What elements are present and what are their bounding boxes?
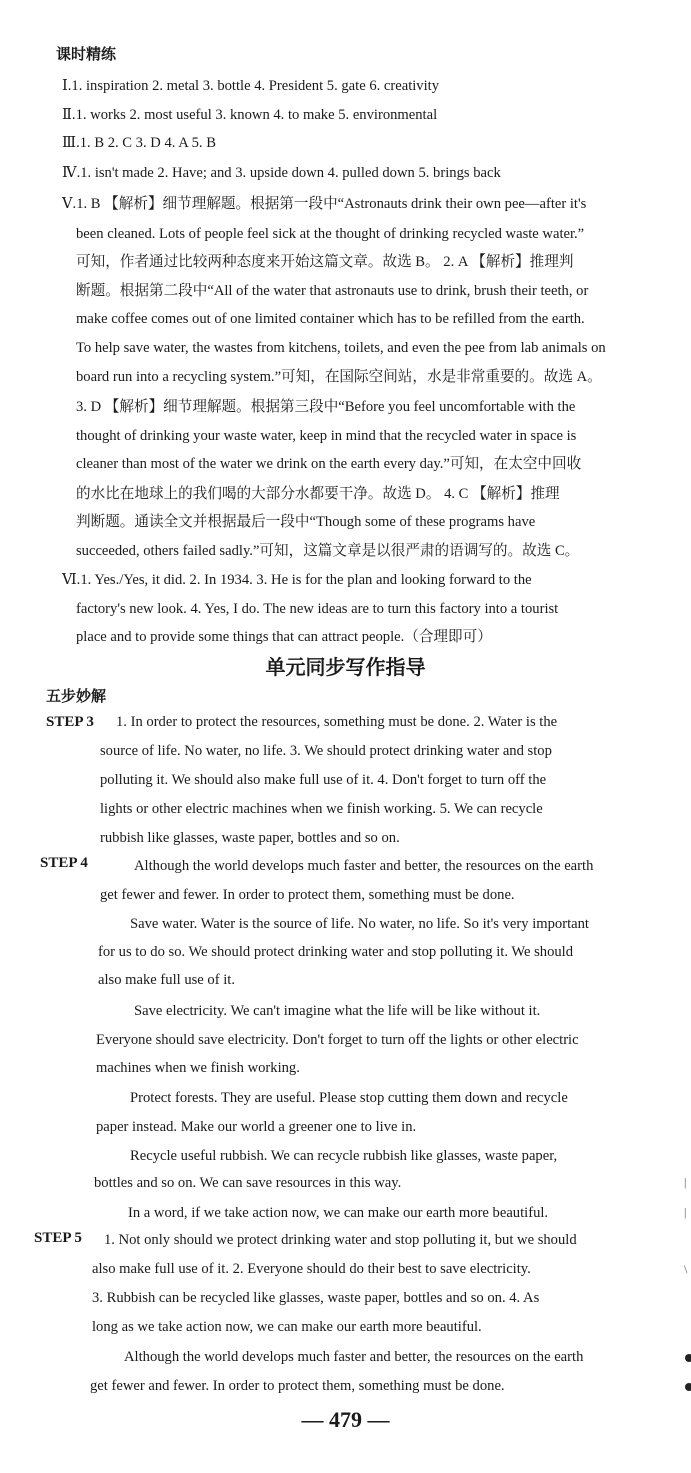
step-line: Save electricity. We can't imagine what the life will be like without it.: [134, 1003, 541, 1019]
edge-mark: \: [684, 1262, 688, 1276]
answer-line: To help save water, the wastes from kitchens, toilets, and even the pee from lab animals on: [76, 340, 606, 356]
answer-line: succeeded, others failed sadly.”可知，这篇文章是以很严肃的语调写的。故选 C。: [76, 543, 580, 559]
answer-line: 断题。根据第二段中“All of the water that astronauts use to drink, brush their teeth, or: [76, 283, 589, 299]
step-line: get fewer and fewer. In order to protect them, something must be done.: [90, 1378, 505, 1394]
step-line: 3. Rubbish can be recycled like glasses, waste paper, bottles and so on. 4. As: [92, 1290, 540, 1306]
step-label: STEP 3: [46, 714, 94, 730]
step-line: In a word, if we take action now, we can make our earth more beautiful.: [128, 1205, 549, 1221]
step-line: machines when we finish working.: [96, 1060, 300, 1076]
step-line: get fewer and fewer. In order to protect them, something must be done.: [100, 887, 515, 903]
answer-line: Ⅱ.1. works 2. most useful 3. known 4. to make 5. environmental: [62, 107, 438, 123]
answer-line: 可知，作者通过比较两种态度来开始这篇文章。故选 B。 2. A 【解析】推理判: [76, 254, 574, 270]
page-number: — 479 —: [301, 1407, 390, 1432]
answer-line: Ⅰ.1. inspiration 2. metal 3. bottle 4. President 5. gate 6. creativity: [62, 78, 440, 94]
step-line: source of life. No water, no life. 3. We should protect drinking water and stop: [100, 743, 552, 759]
step-line: bottles and so on. We can save resources in this way.: [94, 1175, 402, 1191]
step-line: Protect forests. They are useful. Please stop cutting them down and recycle: [130, 1090, 568, 1106]
edge-dot: [685, 1354, 691, 1362]
step-line: paper instead. Make our world a greener one to live in.: [96, 1119, 417, 1135]
answer-line: Ⅵ.1. Yes./Yes, it did. 2. In 1934. 3. He is for the plan and looking forward to the: [62, 572, 532, 588]
answer-line: Ⅲ.1. B 2. C 3. D 4. A 5. B: [62, 135, 216, 151]
answer-line: 的水比在地球上的我们喝的大部分水都要干净。故选 D。 4. C 【解析】推理: [76, 486, 560, 502]
answer-line: 判断题。通读全文并根据最后一段中“Though some of these programs have: [76, 514, 536, 530]
edge-mark: |: [684, 1205, 687, 1219]
answer-line: been cleaned. Lots of people feel sick at the thought of drinking recycled waste water.”: [76, 226, 585, 242]
step-label: STEP 5: [34, 1230, 82, 1246]
step-label: STEP 4: [40, 855, 88, 871]
step-line: Recycle useful rubbish. We can recycle rubbish like glasses, waste paper,: [130, 1148, 558, 1164]
step-line: rubbish like glasses, waste paper, bottles and so on.: [100, 830, 400, 846]
step-line: for us to do so. We should protect drinking water and stop polluting it. We should: [98, 944, 574, 960]
subheading: 五步妙解: [46, 687, 107, 705]
step-line: Although the world develops much faster and better, the resources on the earth: [134, 858, 594, 874]
answer-line: place and to provide some things that can attract people.（合理即可）: [76, 629, 492, 645]
step-line: Everyone should save electricity. Don't forget to turn off the lights or other electric: [96, 1032, 579, 1048]
answer-line: thought of drinking your waste water, keep in mind that the recycled water in space is: [76, 428, 577, 444]
answer-line: factory's new look. 4. Yes, I do. The new ideas are to turn this factory into a tourist: [76, 601, 559, 617]
writing-title: 单元同步写作指导: [265, 655, 426, 679]
answer-line: 3. D 【解析】细节理解题。根据第三段中“Before you feel uncomfortable with the: [76, 399, 576, 415]
step-line: also make full use of it. 2. Everyone should do their best to save electricity.: [92, 1261, 531, 1277]
edge-mark: |: [684, 1175, 687, 1189]
answer-line: Ⅳ.1. isn't made 2. Have; and 3. upside down 4. pulled down 5. brings back: [62, 165, 501, 181]
step-line: Save water. Water is the source of life. No water, no life. So it's very important: [130, 916, 589, 932]
section-heading: 课时精练: [56, 45, 117, 63]
step-line: 1. In order to protect the resources, something must be done. 2. Water is the: [116, 714, 558, 730]
step-line: Although the world develops much faster and better, the resources on the earth: [124, 1349, 584, 1365]
answer-line: Ⅴ.1. B 【解析】细节理解题。根据第一段中“Astronauts drink their own pee—after it's: [62, 196, 587, 212]
edge-dot: [685, 1383, 691, 1391]
answer-line: make coffee comes out of one limited container which has to be refilled from the earth.: [76, 311, 585, 327]
step-line: polluting it. We should also make full use of it. 4. Don't forget to turn off the: [100, 772, 547, 788]
answer-line: board run into a recycling system.”可知，在国际空间站，水是非常重要的。故选 A。: [76, 369, 602, 385]
step-line: also make full use of it.: [98, 972, 235, 988]
step-line: 1. Not only should we protect drinking water and stop polluting it, but we should: [104, 1232, 577, 1248]
step-line: long as we take action now, we can make our earth more beautiful.: [92, 1319, 482, 1335]
step-line: lights or other electric machines when we finish working. 5. We can recycle: [100, 801, 543, 817]
answer-line: cleaner than most of the water we drink on the earth every day.”可知，在太空中回收: [76, 456, 582, 472]
